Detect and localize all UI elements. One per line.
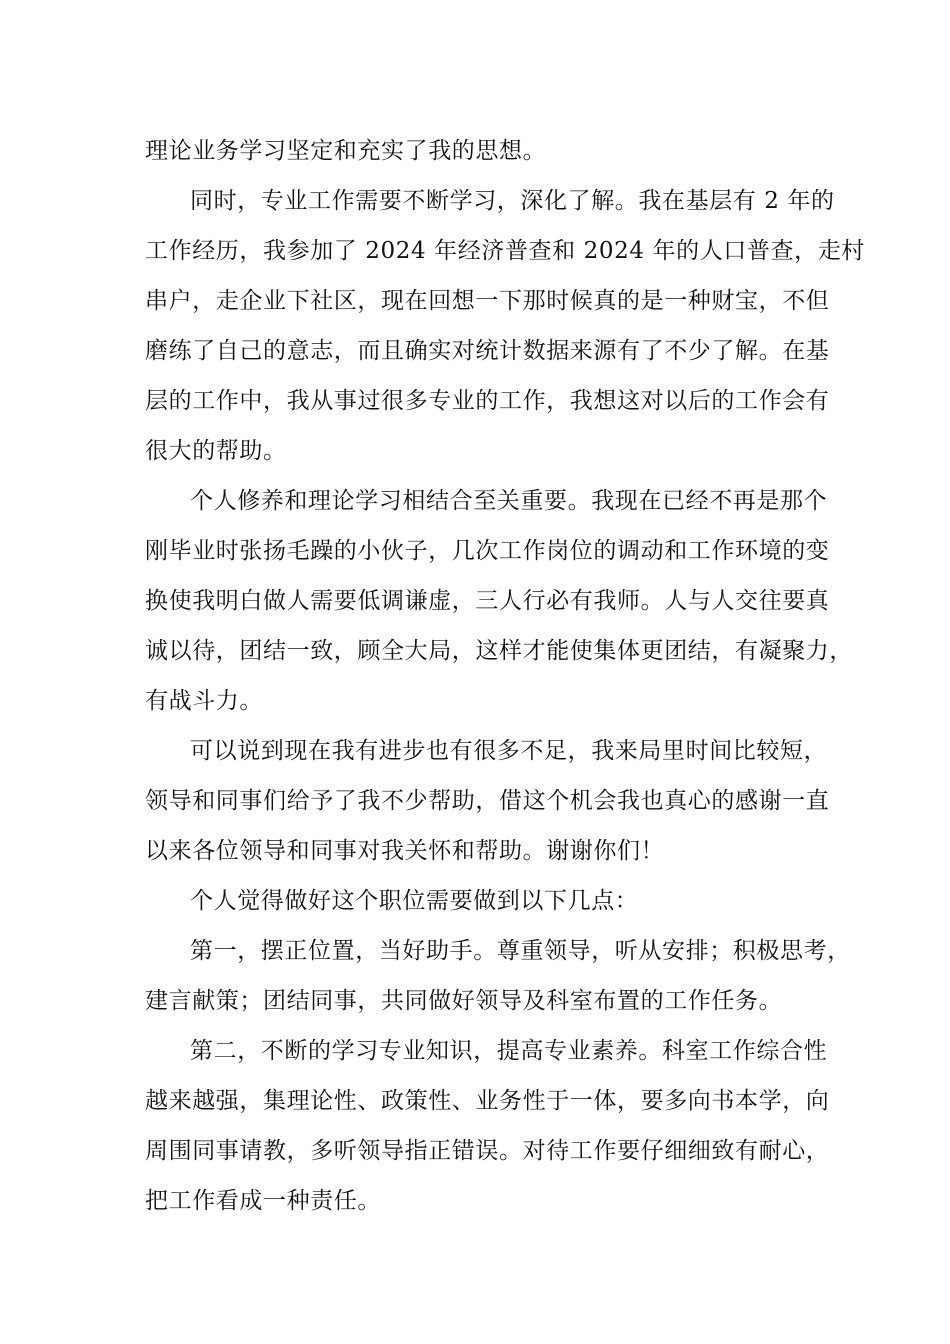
text-line: 刚毕业时张扬毛躁的小伙子，几次工作岗位的调动和工作环境的变 <box>145 538 830 564</box>
text-line: 个人觉得做好这个职位需要做到以下几点： <box>190 888 639 914</box>
text-line: 工作经历，我参加了 2024 年经济普查和 2024 年的人口普查，走村 <box>145 238 865 264</box>
text-line: 可以说到现在我有进步也有很多不足，我来局里时间比较短， <box>190 738 828 764</box>
text-line: 很大的帮助。 <box>145 438 287 464</box>
text-line: 同时，专业工作需要不断学习，深化了解。我在基层有 2 年的 <box>190 188 835 214</box>
text-line: 第一，摆正位置，当好助手。尊重领导，听从安排；积极思考， <box>190 938 851 964</box>
text-line: 建言献策；团结同事，共同做好领导及科室布置的工作任务。 <box>145 988 783 1014</box>
text-line: 理论业务学习坚定和充实了我的思想。 <box>145 138 547 164</box>
text-line: 个人修养和理论学习相结合至关重要。我现在已经不再是那个 <box>190 488 828 514</box>
text-line: 诚以待，团结一致，顾全大局，这样才能使集体更团结，有凝聚力， <box>145 638 853 664</box>
text-line: 周围同事请教，多听领导指正错误。对待工作要仔细细致有耐心， <box>145 1138 830 1164</box>
text-line: 把工作看成一种责任。 <box>145 1188 381 1214</box>
text-line: 磨练了自己的意志，而且确实对统计数据来源有了不少了解。在基 <box>145 338 830 364</box>
text-line: 层的工作中，我从事过很多专业的工作，我想这对以后的工作会有 <box>145 388 830 414</box>
text-line: 以来各位领导和同事对我关怀和帮助。谢谢你们！ <box>145 838 665 864</box>
text-line: 串户，走企业下社区，现在回想一下那时候真的是一种财宝，不但 <box>145 288 830 314</box>
text-line: 越来越强，集理论性、政策性、业务性于一体，要多向书本学，向 <box>145 1088 830 1114</box>
text-line: 换使我明白做人需要低调谦虚，三人行必有我师。人与人交往要真 <box>145 588 830 614</box>
text-line: 有战斗力。 <box>145 688 263 714</box>
text-line: 领导和同事们给予了我不少帮助，借这个机会我也真心的感谢一直 <box>145 788 830 814</box>
text-line: 第二，不断的学习专业知识，提高专业素养。科室工作综合性 <box>190 1038 828 1064</box>
